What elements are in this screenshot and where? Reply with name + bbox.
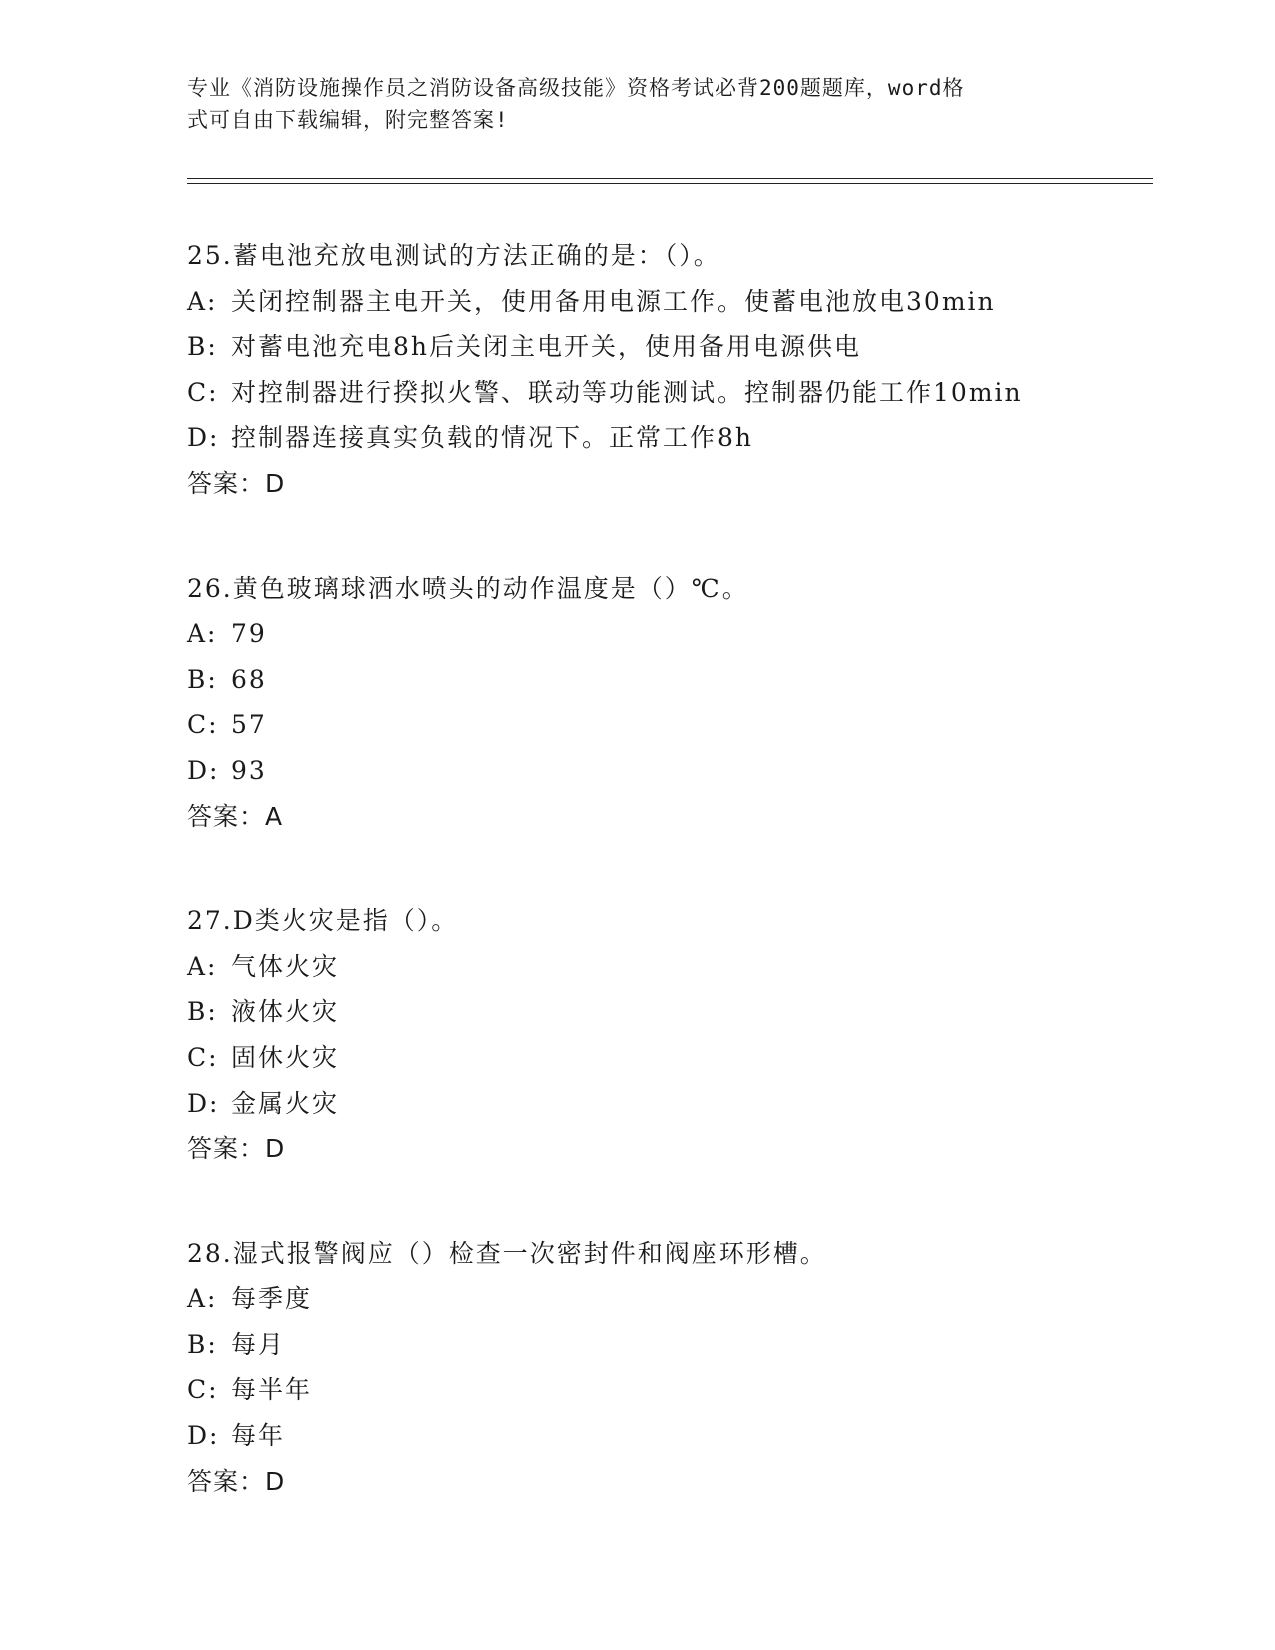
option-text: 控制器连接真实负载的情况下。正常工作8h — [231, 423, 754, 453]
option-text: 79 — [231, 619, 267, 649]
option-prefix: B: — [187, 332, 218, 362]
question-stem: 28.湿式报警阀应（）检查一次密封件和阀座环形槽。 — [187, 1238, 827, 1268]
option-c — [187, 1367, 1147, 1413]
option-text: 固休火灾 — [231, 1042, 340, 1072]
option-a — [187, 279, 1147, 325]
header-divider-bottom — [187, 183, 1153, 184]
option-text: 关闭控制器主电开关，使用备用电源工作。使蓄电池放电30min — [231, 286, 996, 316]
option-prefix: A: — [187, 619, 218, 649]
question-stem: 27.D类火灾是指（）。 — [187, 906, 459, 936]
option-text: 68 — [231, 664, 267, 694]
option-prefix: A: — [187, 1284, 218, 1314]
option-text: 每年 — [231, 1421, 286, 1451]
option-text: 93 — [231, 755, 267, 785]
option-prefix: D: — [187, 1088, 220, 1118]
option-prefix: D: — [187, 755, 220, 785]
option-prefix: B: — [187, 664, 218, 694]
option-a — [187, 944, 1147, 990]
option-b — [187, 324, 1147, 370]
header-line-1: 专业《消防设施操作员之消防设备高级技能》资格考试必背200题题库，word格 — [187, 76, 965, 100]
option-prefix: D: — [187, 423, 220, 453]
option-text: 金属火灾 — [231, 1088, 340, 1118]
option-text: 对控制器进行揆拟火警、联动等功能测试。控制器仍能工作10min — [231, 377, 1023, 407]
answer: 答案：A — [187, 801, 284, 831]
option-text: 57 — [231, 710, 267, 740]
option-prefix: C: — [187, 1375, 219, 1405]
answer: 答案：D — [187, 1134, 286, 1164]
question-27 — [187, 898, 1147, 1172]
option-prefix: C: — [187, 377, 219, 407]
header-divider-top — [187, 178, 1153, 179]
option-d — [187, 1413, 1147, 1459]
header-line-2: 式可自由下载编辑，附完整答案! — [187, 108, 509, 132]
question-stem: 26.黄色玻璃球洒水喷头的动作温度是（）℃。 — [187, 573, 749, 603]
option-d — [187, 748, 1147, 794]
option-text: 每季度 — [231, 1284, 313, 1314]
option-prefix: B: — [187, 997, 218, 1027]
option-prefix: C: — [187, 1042, 219, 1072]
option-prefix: D: — [187, 1421, 220, 1451]
option-b — [187, 657, 1147, 703]
option-c — [187, 702, 1147, 748]
option-c — [187, 370, 1147, 416]
option-b — [187, 1322, 1147, 1368]
document-header — [187, 72, 1067, 136]
option-prefix: A: — [187, 286, 218, 316]
option-prefix: A: — [187, 951, 218, 981]
option-text: 对蓄电池充电8h后关闭主电开关，使用备用电源供电 — [231, 332, 862, 362]
option-a — [187, 1276, 1147, 1322]
question-list — [187, 233, 1147, 1563]
option-d — [187, 415, 1147, 461]
option-text: 每半年 — [231, 1375, 313, 1405]
option-b — [187, 989, 1147, 1035]
answer: 答案：D — [187, 468, 286, 498]
question-25 — [187, 233, 1147, 507]
option-prefix: C: — [187, 710, 219, 740]
option-prefix: B: — [187, 1329, 218, 1359]
option-text: 液体火灾 — [231, 997, 340, 1027]
option-text: 每月 — [231, 1329, 286, 1359]
option-a — [187, 611, 1147, 657]
option-c — [187, 1035, 1147, 1081]
option-d — [187, 1081, 1147, 1127]
question-28 — [187, 1231, 1147, 1505]
option-text: 气体火灾 — [231, 951, 340, 981]
question-stem: 25.蓄电池充放电测试的方法正确的是：（）。 — [187, 241, 721, 270]
answer: 答案：D — [187, 1466, 286, 1496]
question-26 — [187, 566, 1147, 840]
